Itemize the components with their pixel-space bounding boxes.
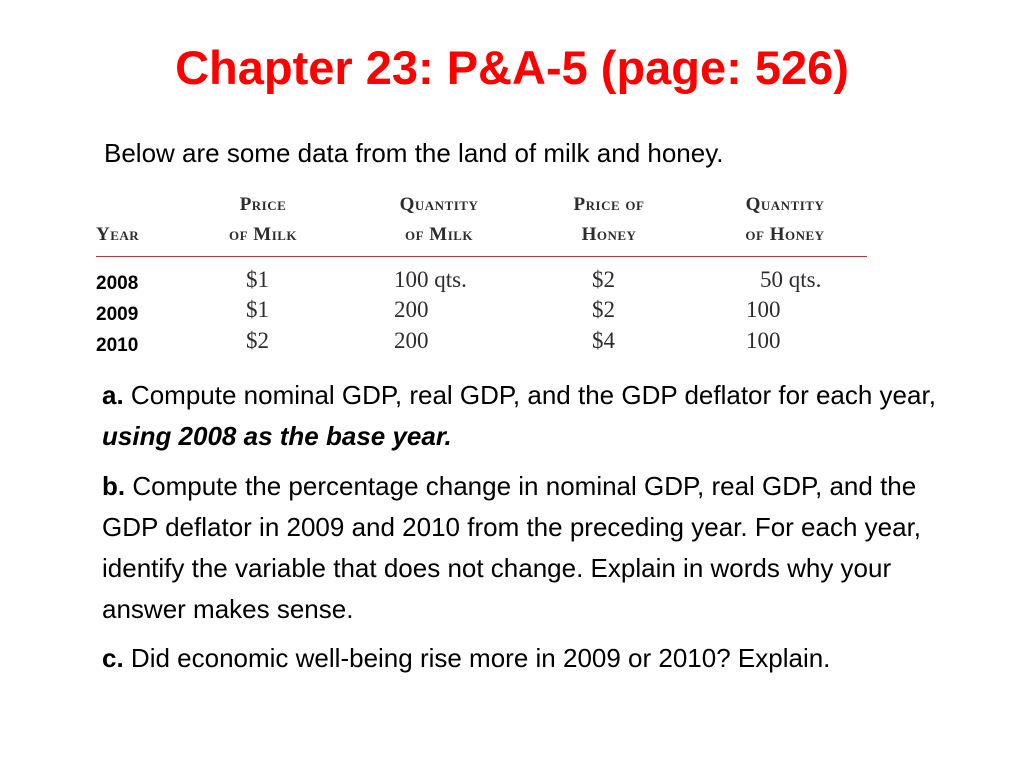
header-price-milk	[208, 190, 318, 250]
table-cell: $4	[592, 328, 615, 353]
header-divider	[96, 256, 867, 257]
question-b-text: Compute the percentage change in nominal GDP, real GDP, and the GDP deflator in 2009 and 2010 from the preceding year. For each year, identify the variable that does not change. Explain in words why your answer makes sense.	[102, 471, 922, 624]
table-cell: 100	[746, 297, 781, 322]
question-c	[102, 638, 972, 679]
table-cell: $2	[246, 328, 269, 353]
question-a-label: a.	[102, 380, 124, 410]
table-cell: 200	[394, 328, 429, 353]
header-price-honey-line1: Price of	[573, 194, 645, 215]
data-table	[96, 190, 856, 360]
table-cell: $1	[246, 267, 269, 292]
header-qty-honey-line2: of Honey	[745, 224, 825, 245]
table-cell: 100 qts.	[394, 267, 467, 292]
table-cell: 100	[746, 328, 781, 353]
slide-title: Chapter 23: P&A-5 (page: 526)	[175, 41, 849, 94]
table-cell: 200	[394, 297, 429, 322]
header-qty-milk-line2: of Milk	[404, 224, 474, 245]
table-cell: 50 qts.	[760, 267, 822, 292]
question-c-label: c.	[102, 643, 124, 673]
question-b-label: b.	[102, 471, 126, 501]
header-qty-milk	[374, 190, 504, 250]
header-qty-milk-line1: Quantity	[399, 194, 479, 215]
question-c-text: Did economic well-being rise more in 2009 or 2010? Explain.	[130, 643, 831, 673]
question-a-emphasis: using 2008 as the base year.	[102, 421, 452, 451]
intro-text: Below are some data from the land of milk and honey.	[104, 138, 724, 168]
question-a	[102, 375, 972, 457]
header-price-milk-line1: Price	[239, 194, 287, 215]
row-year: 2009	[96, 304, 139, 325]
table-cell: $2	[592, 267, 615, 292]
row-year: 2008	[96, 273, 139, 294]
table-cell: $2	[592, 297, 615, 322]
header-price-honey-line2: Honey	[581, 224, 637, 245]
row-year: 2010	[96, 335, 139, 356]
question-a-text: Compute nominal GDP, real GDP, and the GDP deflator for each year,	[130, 380, 936, 410]
header-qty-honey	[720, 190, 850, 250]
header-qty-honey-line1: Quantity	[745, 194, 825, 215]
table-cell: $1	[246, 297, 269, 322]
question-b	[102, 466, 972, 630]
header-price-honey	[554, 190, 664, 250]
header-price-milk-line2: of Milk	[228, 224, 298, 245]
header-year: Year	[96, 224, 140, 245]
